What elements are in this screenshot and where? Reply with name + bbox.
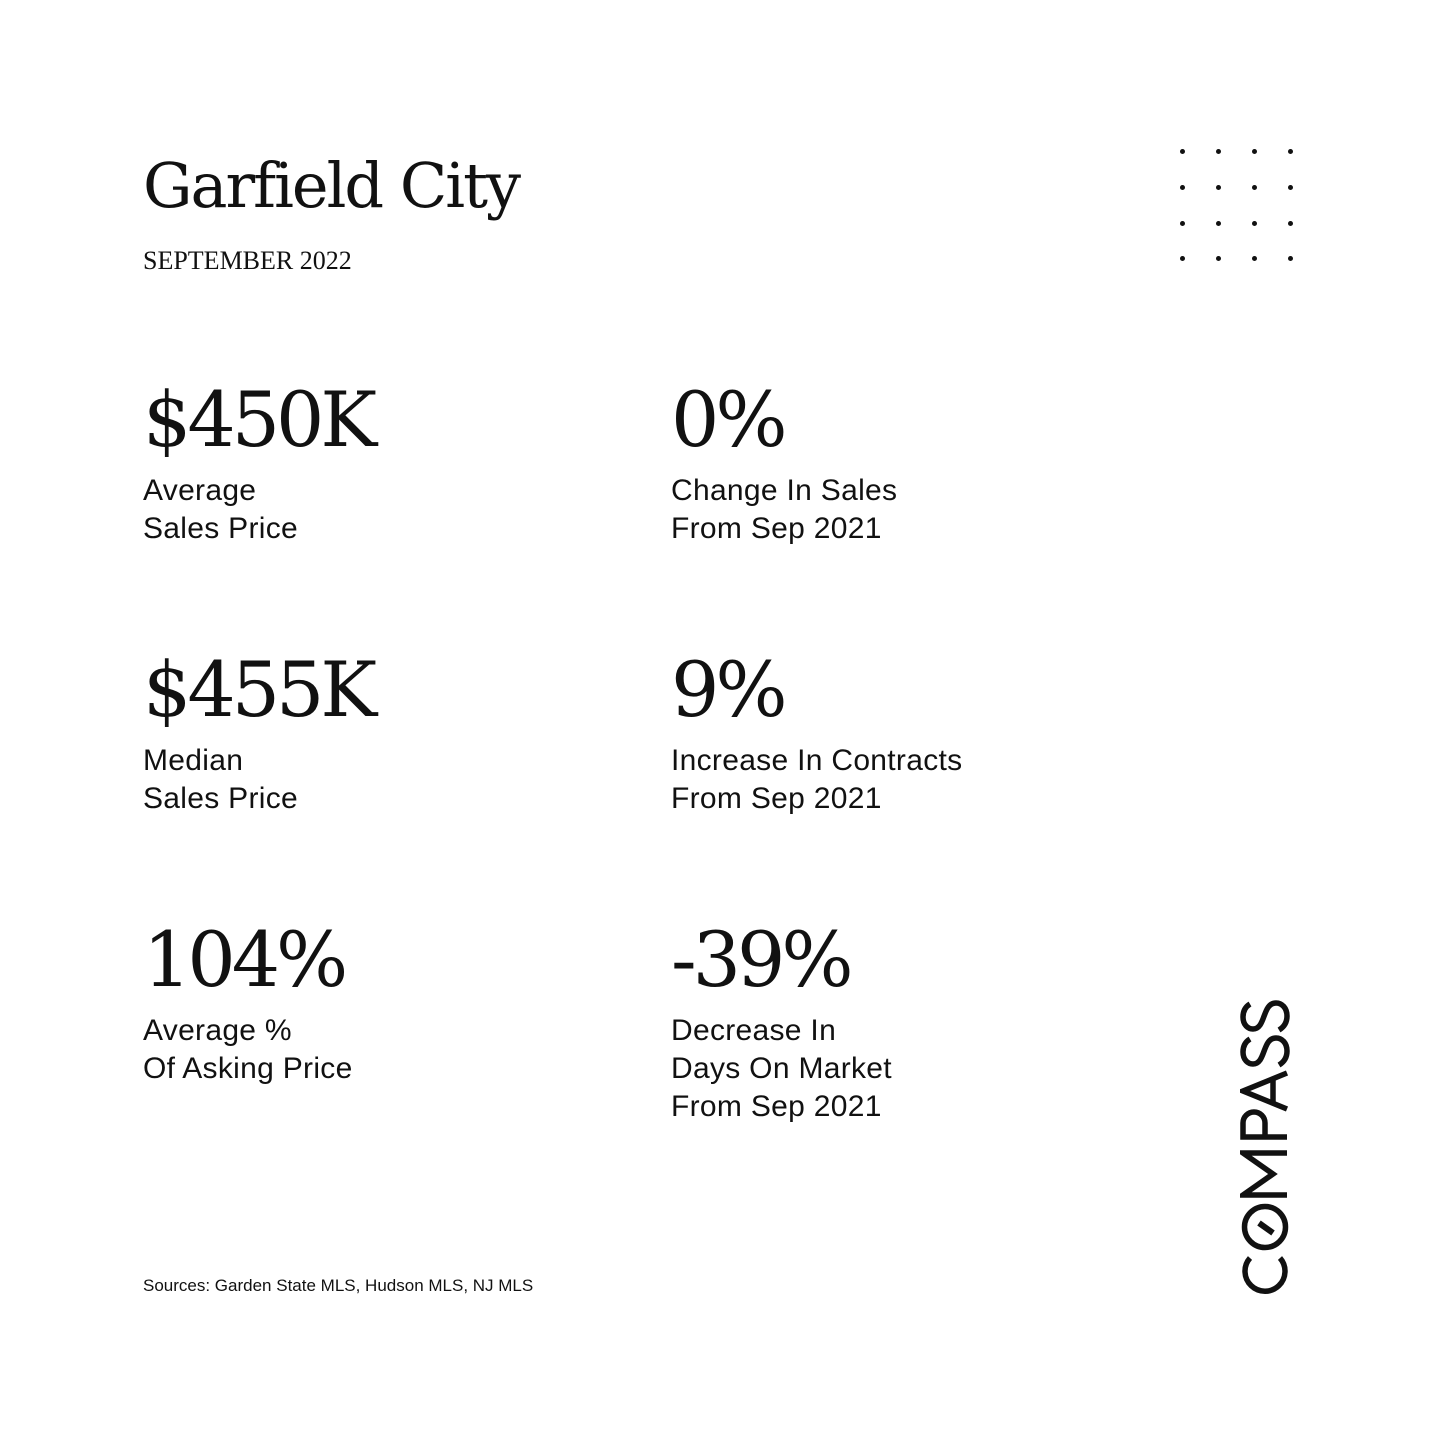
stat-value: $450K [143,375,374,464]
stat-label [671,742,962,818]
stat-median-sales-price [143,645,374,818]
stat-label-line: Decrease In [671,1014,837,1047]
stat-days-on-market [671,915,892,1126]
stat-value: $455K [143,645,374,734]
stat-label-line: Median [143,744,244,777]
stat-average-sales-price [143,375,374,548]
stat-average-percent-of-asking [143,915,353,1088]
stat-label-line: Average [143,474,257,507]
stat-label-line: Change In Sales [671,474,898,507]
stat-label-line: Increase In Contracts [671,744,963,777]
sources-note: Sources: Garden State MLS, Hudson MLS, NJ MLS [143,1276,534,1295]
stat-value: -39% [671,915,850,1004]
stat-label [671,472,897,548]
stat-increase-in-contracts [671,645,963,818]
stat-label-line: From Sep 2021 [671,782,882,815]
compass-logo [1240,955,1290,1295]
stat-label-line: Days On Market [671,1052,892,1085]
stat-label-line: From Sep 2021 [671,512,882,545]
stat-label-line: Of Asking Price [143,1052,353,1085]
stat-label-line: From Sep 2021 [671,1090,882,1123]
stat-label [671,1012,892,1126]
stat-label [143,472,373,548]
stat-label [143,742,373,818]
dot-grid-icon [1170,140,1302,272]
report-date: SEPTEMBER 2022 [143,246,352,275]
stat-label-line: Sales Price [143,782,299,815]
stat-change-in-sales [671,375,898,548]
stat-value: 104% [143,915,345,1004]
stat-label [143,1012,353,1088]
stat-value: 0% [671,375,784,464]
stat-label-line: Sales Price [143,512,299,545]
page-title: Garfield City [143,149,520,222]
stat-label-line: Average % [143,1014,292,1047]
stat-value: 9% [671,645,784,734]
